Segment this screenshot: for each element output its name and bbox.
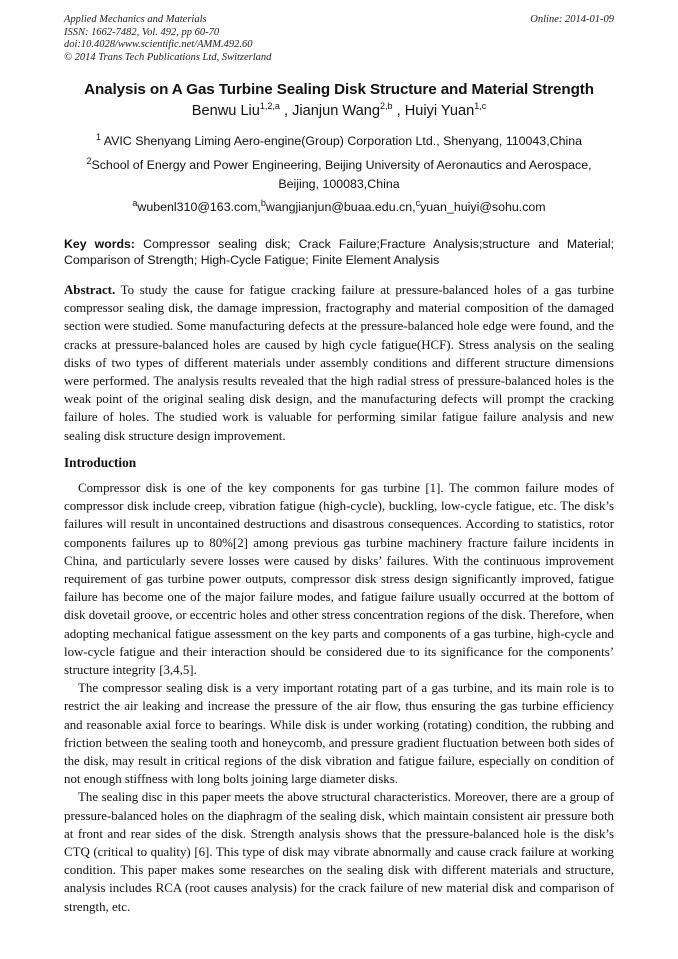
introduction-body <box>64 479 614 916</box>
email-address: wangjianjun@buaa.edu.cn, <box>265 200 416 214</box>
email-superscript: c <box>415 197 421 208</box>
paragraph: The compressor sealing disk is a very important rotating part of a gas turbine, and its main role is to restrict the air leaking and increase the pressure of the air flow, thus ensuring the gas turbine efficiency and reasonable axial force to bearings. While disk is under working (rotating) condition, the rubbing and friction between the sealing tooth and honeycomb, and pressure gradient fluctuation between both sides of the disk, may result in critical regions of the disk vibration and fatigue failure, especially on condition of not enough stiffness with long bolts joining large diameter disks. <box>64 681 614 787</box>
abstract-text: To study the cause for fatigue cracking failure at pressure-balanced holes of a gas turbine compressor sealing disk, the damage impression, fractography and material composition of the damaged section were studied. Some manufacturing defects at the pressure-balanced hole edge were found, and the cracks at pressure-balanced holes are caused by high cycle fatigue(HCF). Stress analysis on the sealing disks of two types of different materials under assembly conditions and different structure dimensions were performed. The analysis results revealed that the high radial stress of pressure-balanced holes is the weak point of the original sealing disk design, and the manufacturing defects will prompt the cracking failure of holes. The studied work is valuable for performing similar fatigue failure analysis and new sealing disk structure design improvement. <box>64 283 614 443</box>
doi-line: doi:10.4028/www.scientific.net/AMM.492.60 <box>64 39 253 50</box>
affiliation-text: School of Energy and Power Engineering, Beijing University of Aeronautics and Aerospace, <box>91 158 592 172</box>
paragraph: The sealing disc in this paper meets the above structural characteristics. Moreover, there are a group of pressure-balanced holes on the diaphragm of the sealing disk, which maintain consistent air pressure both at front and rear sides of the disk. Strength analysis shows that the pressure-balanced hole is the disk’s CTQ (critical to quality) [6]. This type of disk may vibrate abnormally and cause crack failure at working condition. This paper makes some researches on the sealing disk with different materials and structure, analysis includes RCA (root causes analysis) for the crack failure of new material disk and comparison of strength, etc. <box>64 790 614 914</box>
email-superscript: a <box>132 197 138 208</box>
author-name: Jianjun Wang <box>292 103 381 119</box>
keywords-block <box>64 237 614 268</box>
affiliation-2 <box>64 156 614 194</box>
journal-header <box>64 14 271 64</box>
email-superscript: b <box>260 197 266 208</box>
author-separator: , <box>279 103 293 119</box>
affiliation-text: AVIC Shenyang Liming Aero-engine(Group) Corporation Ltd., Shenyang, 110043,China <box>103 134 583 148</box>
issn-line: ISSN: 1662-7482, Vol. 492, pp 60-70 <box>64 26 220 38</box>
email-address: wubenl310@163.com, <box>137 200 261 214</box>
section-heading: Introduction <box>64 455 137 470</box>
author-separator: , <box>392 103 405 119</box>
affiliation-superscript: 1 <box>95 131 101 142</box>
author-superscript: 2,b <box>380 101 393 112</box>
online-date: Online: 2014-01-09 <box>530 14 614 25</box>
affiliation-text-line2: Beijing, 100083,China <box>278 177 400 191</box>
copyright-line: © 2014 Trans Tech Publications Ltd, Switzerland <box>64 51 272 63</box>
paper-title: Analysis on A Gas Turbine Sealing Disk Structure and Material Strength <box>84 81 594 98</box>
journal-name: Applied Mechanics and Materials <box>64 14 207 25</box>
email-address: yuan_huiyi@sohu.com <box>420 200 546 214</box>
author-list <box>0 103 678 119</box>
keywords-text: Compressor sealing disk; Crack Failure;Fracture Analysis;structure and Material; Comparison of Strength; High-Cycle Fatigue; Finite Element Analysis <box>64 237 614 267</box>
affiliation-superscript: 2 <box>86 155 92 166</box>
abstract-block <box>64 281 614 445</box>
keywords-label: Key words: <box>64 237 135 251</box>
affiliation-1 <box>64 132 614 151</box>
abstract-label: Abstract. <box>64 283 116 297</box>
author-name: Huiyi Yuan <box>404 103 475 119</box>
email-list <box>0 197 678 214</box>
author-superscript: 1,2,a <box>259 101 280 112</box>
paragraph: Compressor disk is one of the key components for gas turbine [1]. The common failure modes of compressor disk include creep, vibration fatigue (high-cycle), buckling, low-cycle fatigue, etc. The disk’s failures will result in uncontained destructions and disastrous consequences. According to statistics, rotor components failures up to 80%[2] among previous gas turbine machinery fracture failure incidents in China, and particularly severe losses were caused by disks’ failures. With the continuous improvement requirement of gas turbine power outputs, compressor disk stress design significantly improved, fatigue failure has become one of the major failure modes, and fatigue failure usually occurred at the bottom of disk dovetail groove, or eccentric holes and other stress concentration regions of the disk. Therefore, when adopting mechanical fatigue assessment on the key parts and components of a gas turbine, high-cycle and low-cycle fatigue and their interaction should be considered due to its significance for the components’ structure integrity [3,4,5]. <box>64 481 614 678</box>
author-name: Benwu Liu <box>191 103 260 119</box>
author-superscript: 1,c <box>474 101 487 112</box>
